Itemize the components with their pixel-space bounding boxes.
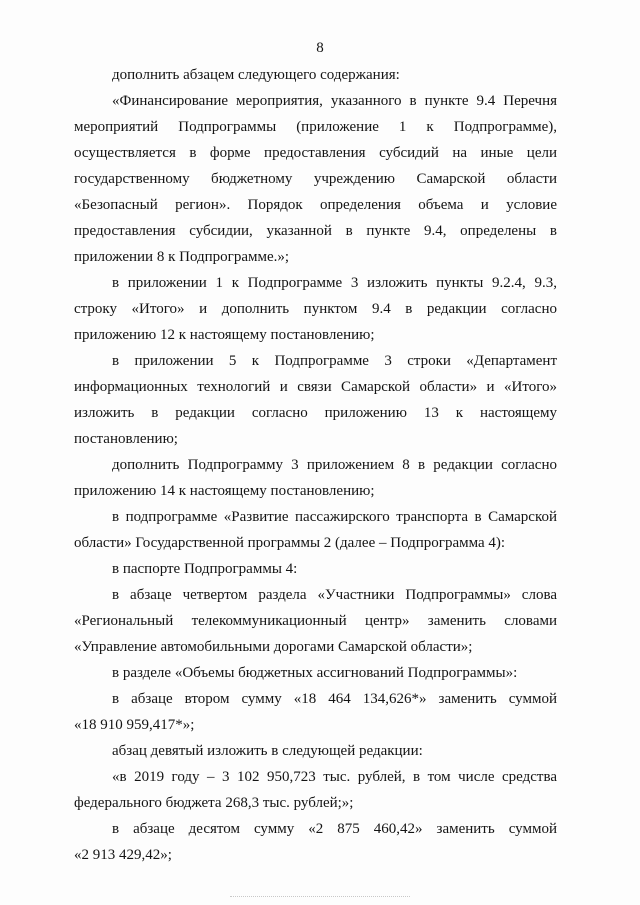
- text-line: предоставления субсидии, указанной в пункте 9.4, определены в: [74, 223, 557, 239]
- text-line: «Региональный телекоммуникационный центр» заменить словами: [74, 613, 557, 629]
- text-line: в приложении 1 к Подпрограмме 3 изложить пункты 9.2.4, 9.3,: [112, 275, 557, 291]
- text-line: мероприятий Подпрограммы (приложение 1 к Подпрограмме),: [74, 119, 557, 135]
- text-line: дополнить Подпрограмму 3 приложением 8 в редакции согласно: [112, 457, 557, 473]
- text-line: абзац девятый изложить в следующей редакции:: [112, 743, 423, 759]
- text-line: «Управление автомобильными дорогами Самарской области»;: [74, 639, 473, 655]
- text-line: строку «Итого» и дополнить пунктом 9.4 в редакции согласно: [74, 301, 557, 317]
- text-line: «18 910 959,417*»;: [74, 717, 195, 733]
- text-line: федерального бюджета 268,3 тыс. рублей;»;: [74, 795, 354, 811]
- text-line: в абзаце четвертом раздела «Участники Подпрограммы» слова: [112, 587, 557, 603]
- text-line: приложении 8 к Подпрограмме.»;: [74, 249, 290, 265]
- text-line: в абзаце втором сумму «18 464 134,626*» заменить суммой: [112, 691, 557, 707]
- text-line: «Финансирование мероприятия, указанного в пункте 9.4 Перечня: [112, 93, 557, 109]
- text-line: «Безопасный регион». Порядок определения объема и условие: [74, 197, 557, 213]
- text-line: дополнить абзацем следующего содержания:: [112, 67, 400, 83]
- text-line: приложению 12 к настоящему постановлению;: [74, 327, 375, 343]
- text-line: информационных технологий и связи Самарской области» и «Итого»: [74, 379, 557, 395]
- text-line: изложить в редакции согласно приложению 13 к настоящему: [74, 405, 557, 421]
- text-line: в абзаце десятом сумму «2 875 460,42» заменить суммой: [112, 821, 557, 837]
- text-line: в разделе «Объемы бюджетных ассигнований Подпрограммы»:: [112, 665, 518, 681]
- text-line: приложению 14 к настоящему постановлению;: [74, 483, 375, 499]
- text-line: «в 2019 году – 3 102 950,723 тыс. рублей, в том числе средства: [112, 769, 557, 785]
- text-line: области» Государственной программы 2 (далее – Подпрограмма 4):: [74, 535, 506, 551]
- text-line: в подпрограмме «Развитие пассажирского транспорта в Самарской: [112, 509, 557, 525]
- text-line: в приложении 5 к Подпрограмме 3 строки «Департамент: [112, 353, 557, 369]
- text-line: государственному бюджетному учреждению Самарской области: [74, 171, 557, 187]
- scan-artifact-line: [230, 896, 410, 898]
- text-line: постановлению;: [74, 431, 178, 447]
- text-line: «2 913 429,42»;: [74, 847, 172, 863]
- text-line: осуществляется в форме предоставления субсидий на иные цели: [74, 145, 557, 161]
- text-line: в паспорте Подпрограммы 4:: [112, 561, 298, 577]
- page-number: 8: [316, 40, 324, 56]
